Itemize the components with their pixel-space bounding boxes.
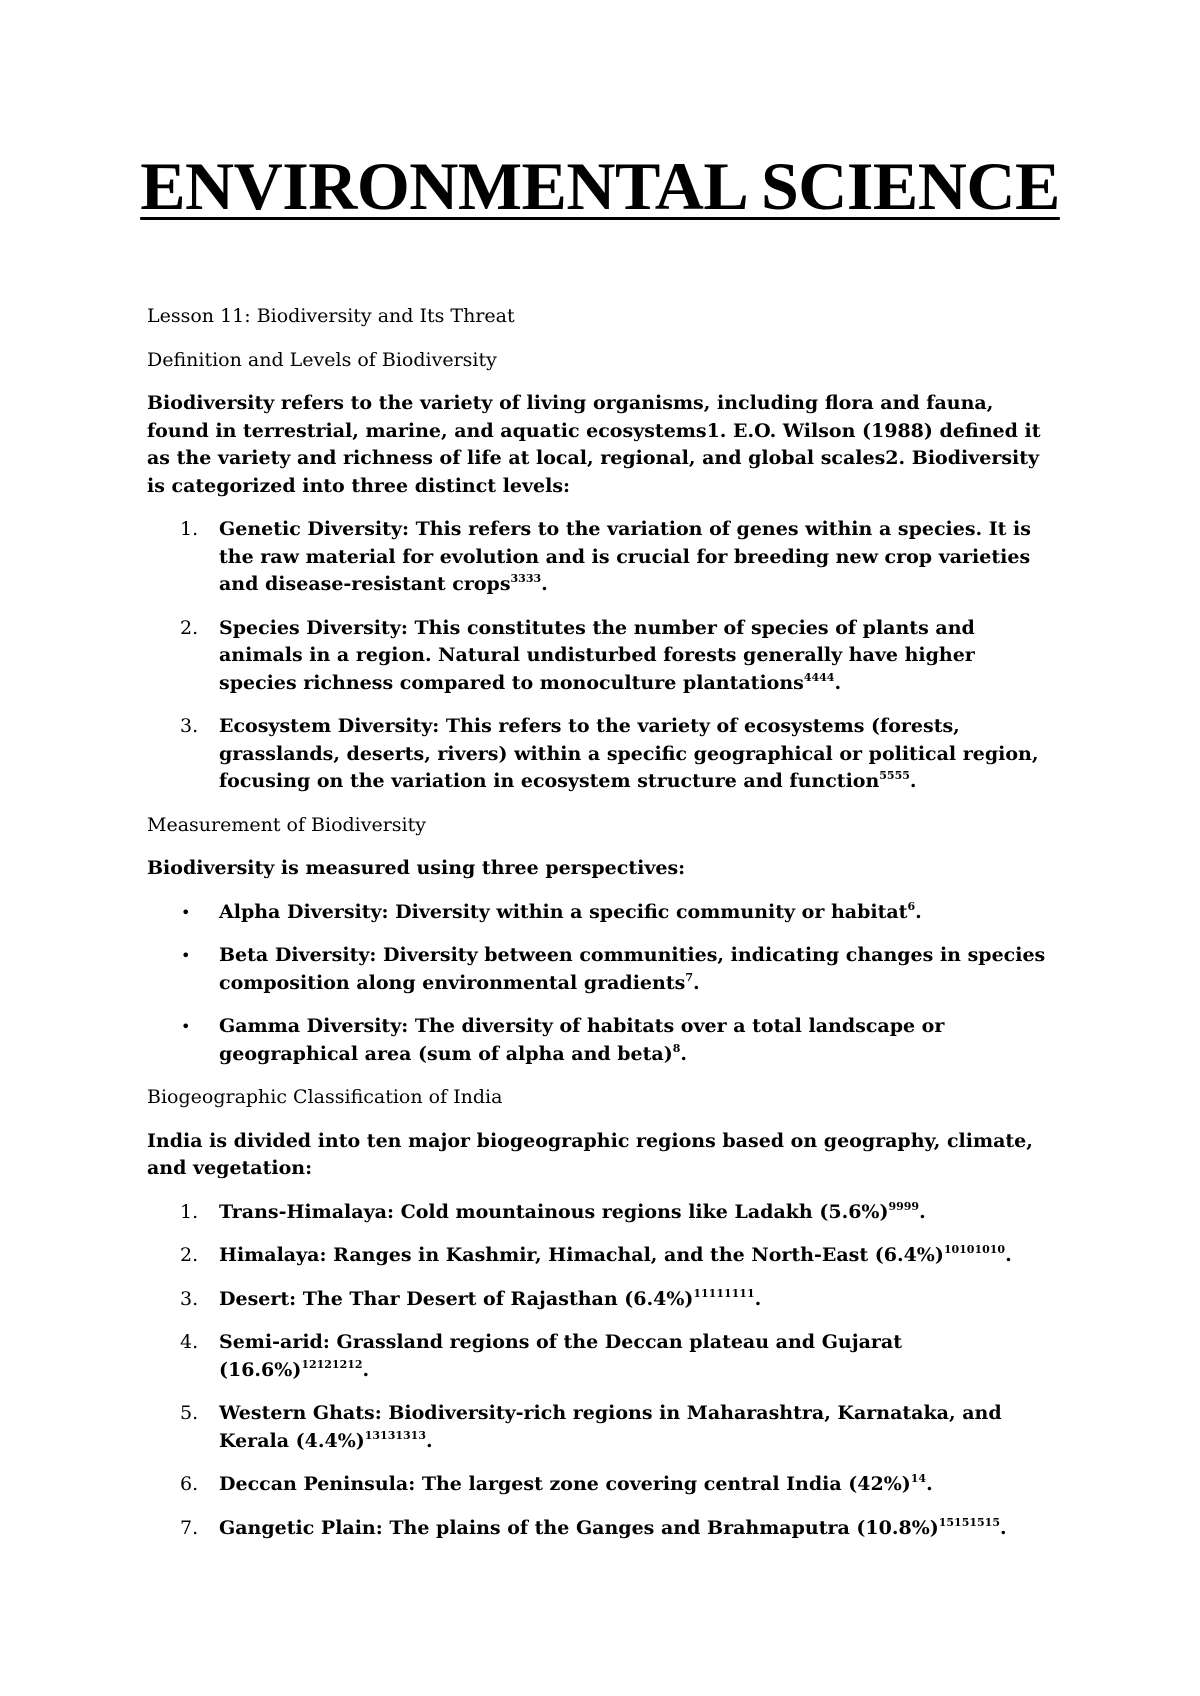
list-number: 1.	[180, 1200, 199, 1223]
list-item-end: .	[926, 1473, 933, 1495]
bullet-icon: •	[181, 1017, 191, 1036]
list-item-text: Gangetic Plain: The plains of the Ganges and Brahmaputra (10.8%)	[219, 1516, 939, 1539]
list-item	[147, 1242, 1057, 1270]
footnote-ref: 5555	[879, 769, 910, 782]
list-item-text: Species Diversity: This constitutes the number of species of plants and animals in a region. Natural undisturbed forests generally have higher species richness compared to monoculture plantations	[219, 616, 975, 694]
footnote-ref: 8	[672, 1041, 681, 1055]
list-item	[147, 1400, 1057, 1455]
section-heading-measurement: Measurement of Biodiversity	[147, 813, 426, 836]
list-item-end: .	[680, 1042, 688, 1065]
document-body	[147, 303, 1057, 1558]
list-item-text: Alpha Diversity: Diversity within a specific community or habitat	[219, 900, 908, 923]
footnote-ref: 7	[685, 970, 693, 984]
list-number: 5.	[180, 1402, 199, 1424]
list-item-text: Deccan Peninsula: The largest zone covering central India (42%)	[219, 1473, 911, 1495]
list-item	[147, 1286, 1057, 1314]
footnote-ref: 10101010	[943, 1243, 1006, 1256]
footnote-ref: 11111111	[693, 1286, 755, 1300]
list-item	[147, 1471, 1057, 1499]
list-item-text: Semi-arid: Grassland regions of the Deccan plateau and Gujarat (16.6%)	[219, 1331, 903, 1381]
list-item	[147, 615, 1057, 698]
list-item-text: Gamma Diversity: The diversity of habitats over a total landscape or geographical area (sum of alpha and beta)	[219, 1015, 945, 1065]
measurement-list	[147, 899, 1057, 1069]
list-item	[147, 1013, 1057, 1068]
list-number: 6.	[180, 1473, 199, 1495]
section-heading-biogeographic: Biogeographic Classification of India	[147, 1086, 503, 1108]
lesson-heading: Lesson 11: Biodiversity and Its Threat	[147, 305, 515, 327]
list-number: 2.	[180, 616, 199, 639]
footnote-ref: 9999	[888, 1199, 920, 1213]
list-item-text: Desert: The Thar Desert of Rajasthan (6.4%)	[219, 1287, 694, 1310]
list-item-end: .	[1005, 1244, 1012, 1266]
list-item	[147, 1329, 1057, 1384]
footnote-ref: 15151515	[938, 1515, 1000, 1529]
list-item	[147, 942, 1057, 997]
list-item-end: .	[919, 1200, 926, 1223]
list-item-end: .	[754, 1287, 762, 1310]
list-number: 2.	[180, 1244, 199, 1266]
regions-list	[147, 1199, 1057, 1543]
list-item-text: Himalaya: Ranges in Kashmir, Himachal, and the North-East (6.4%)	[219, 1244, 944, 1266]
list-item-end: .	[692, 971, 700, 994]
bullet-icon: •	[181, 946, 191, 965]
section-heading-definition: Definition and Levels of Biodiversity	[147, 348, 497, 371]
bullet-icon: •	[181, 902, 191, 922]
list-item	[147, 899, 1057, 927]
list-item-text: Genetic Diversity: This refers to the variation of genes within a species. It is the raw material for evolution and is crucial for breeding new crop varieties and disease-resistant crops	[219, 518, 1031, 595]
list-number: 3.	[180, 1287, 199, 1310]
list-item-end: .	[999, 1516, 1007, 1539]
list-item	[147, 516, 1057, 599]
document-title: ENVIRONMENTAL SCIENCE	[140, 148, 1060, 224]
list-item-end: .	[362, 1358, 370, 1381]
section-intro-measurement: Biodiversity is measured using three perspectives:	[147, 857, 686, 879]
section-intro-biogeographic: India is divided into ten major biogeographic regions based on geography, climate, and vegetation:	[147, 1129, 1033, 1179]
list-item-text: Western Ghats: Biodiversity-rich regions in Maharashtra, Karnataka, and Kerala (4.4%)	[219, 1402, 1002, 1452]
list-item	[147, 1515, 1057, 1543]
list-number: 7.	[180, 1516, 199, 1539]
footnote-ref: 6	[907, 899, 916, 913]
footnote-ref: 3333	[510, 572, 542, 585]
footnote-ref: 14	[910, 1472, 927, 1485]
footnote-ref: 12121212	[301, 1357, 363, 1371]
list-number: 4.	[180, 1331, 199, 1353]
list-item-end: .	[915, 900, 922, 923]
list-number: 3.	[180, 715, 199, 737]
list-item-text: Ecosystem Diversity: This refers to the variety of ecosystems (forests, grasslands, deserts, rivers) within a specific geographical or political region, focusing on the variation in ecosystem structure and function	[219, 715, 1039, 792]
list-item	[147, 713, 1057, 796]
list-item-end: .	[541, 573, 548, 595]
list-item-text: Beta Diversity: Diversity between communities, indicating changes in species composition along environmental gradients	[219, 944, 1046, 994]
section-intro-definition: Biodiversity refers to the variety of living organisms, including flora and fauna, found in terrestrial, marine, and aquatic ecosystems1. E.O. Wilson (1988) defined it as the variety and richness of life at local, regional, and global scales2. Biodiversity is categorized into three distinct levels:	[147, 392, 1041, 497]
levels-list	[147, 516, 1057, 796]
list-item	[147, 1199, 1057, 1227]
list-item-end: .	[909, 770, 917, 792]
footnote-ref: 4444	[803, 670, 835, 684]
list-item-end: .	[834, 671, 842, 694]
footnote-ref: 13131313	[364, 1428, 426, 1442]
list-item-end: .	[425, 1429, 433, 1452]
list-item-text: Trans-Himalaya: Cold mountainous regions like Ladakh (5.6%)	[219, 1200, 889, 1223]
list-number: 1.	[180, 518, 199, 540]
